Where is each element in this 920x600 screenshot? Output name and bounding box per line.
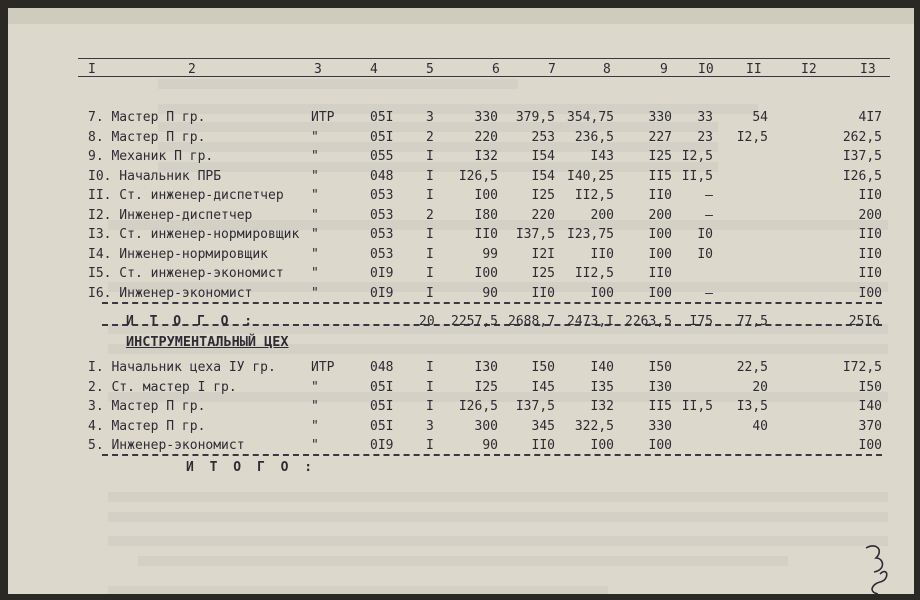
row-c6: I30: [474, 360, 498, 375]
row-c6: 99: [482, 246, 498, 262]
row-name: 8. Мастер П гр.: [88, 129, 206, 145]
row-c9: I00: [648, 227, 672, 242]
column-header-6: 6: [492, 62, 500, 77]
row-category: ": [311, 129, 319, 145]
row-c7: II0: [531, 438, 555, 453]
column-header-4: 4: [370, 62, 378, 77]
bleed-header-cell: 8: [612, 9, 620, 23]
row-col5: I: [426, 246, 434, 262]
row-c8: 236,5: [574, 129, 614, 145]
column-header-2: 2: [188, 62, 196, 77]
row-code: 05I: [370, 418, 394, 434]
row-c8: 354,75: [567, 110, 614, 125]
row-col5: I: [426, 227, 434, 242]
bleed-header-cell: 2: [188, 9, 196, 23]
row-col5: I: [426, 399, 434, 414]
total-label-2: И Т О Г О :: [186, 460, 317, 475]
row-c7: I54: [531, 149, 555, 164]
total-col5: 20: [419, 314, 435, 329]
column-header-8: 8: [603, 62, 611, 77]
row-c10: I0: [697, 246, 713, 262]
row-col5: 3: [426, 110, 434, 125]
row-c6: 90: [482, 438, 498, 453]
handwritten-page-number: [854, 536, 894, 594]
row-col5: I: [426, 266, 434, 281]
row-category: ИТР: [311, 360, 335, 375]
row-category: ": [311, 266, 319, 281]
row-c7: I50: [531, 360, 555, 375]
row-c8: II0: [590, 246, 614, 262]
row-c6: I80: [474, 207, 498, 223]
row-c11: 54: [752, 110, 768, 125]
row-name: I6. Инженер-экономист: [88, 285, 253, 301]
row-c6: II0: [474, 227, 498, 242]
row-name: I0. Начальник ПРБ: [88, 168, 222, 184]
row-c13: II0: [858, 246, 882, 262]
row-c7: 220: [531, 207, 555, 223]
row-col5: I: [426, 149, 434, 164]
row-category: ": [311, 379, 319, 395]
row-category: ": [311, 438, 319, 453]
column-header-12: I2: [801, 62, 817, 77]
column-header-3: 3: [314, 62, 322, 77]
column-header-7: 7: [548, 62, 556, 77]
row-c10: I2,5: [681, 149, 713, 164]
bleed-header-cell: I2: [800, 9, 815, 23]
row-c7: I2I: [531, 246, 555, 262]
row-c9: 227: [648, 129, 672, 145]
row-c6: I26,5: [458, 399, 498, 414]
row-col5: I: [426, 188, 434, 203]
total-c11: 77,5: [736, 314, 768, 329]
row-c8: I40: [590, 360, 614, 375]
row-c13: 200: [858, 207, 882, 223]
bleed-header-cell: 7: [548, 9, 556, 23]
row-c13: I72,5: [842, 360, 882, 375]
column-header-11: II: [746, 62, 762, 77]
row-code: 053: [370, 246, 394, 262]
row-c11: I3,5: [736, 399, 768, 414]
bleed-header-cell: 6: [488, 9, 496, 23]
row-category: ": [311, 285, 319, 301]
bleed-header-cell: I: [98, 9, 106, 23]
row-c13: I00: [858, 438, 882, 453]
column-header-13: I3: [860, 62, 876, 77]
bleed-header-cell: II: [746, 9, 761, 23]
row-c9: II5: [648, 168, 672, 184]
row-c8: I40,25: [567, 168, 614, 184]
row-name: 5. Инженер-экономист: [88, 438, 245, 453]
row-category: ИТР: [311, 110, 335, 125]
row-c13: I00: [858, 285, 882, 301]
row-c9: II0: [648, 266, 672, 281]
row-c13: 370: [858, 418, 882, 434]
total-c9: 2263,5: [625, 314, 672, 329]
total-label: И Т О Г О :: [126, 314, 257, 329]
row-name: 3. Мастер П гр.: [88, 399, 206, 414]
row-c9: I00: [648, 285, 672, 301]
row-c13: I37,5: [842, 149, 882, 164]
row-c10: II,5: [681, 168, 713, 184]
row-c11: 22,5: [736, 360, 768, 375]
section-title: ИНСТРУМЕНТАЛЬНЫЙ ЦЕХ: [126, 334, 289, 350]
bleed-header-cell: 9: [673, 9, 681, 23]
total-separator-1a: [102, 302, 882, 304]
row-c7: 253: [531, 129, 555, 145]
row-c7: I25: [531, 266, 555, 281]
row-c11: 20: [752, 379, 768, 395]
row-c7: 379,5: [515, 110, 555, 125]
row-c13: II0: [858, 266, 882, 281]
document-page: [8, 8, 914, 594]
row-name: I2. Инженер-диспетчер: [88, 207, 253, 223]
row-code: 048: [370, 168, 394, 184]
row-c9: 330: [648, 418, 672, 434]
row-category: ": [311, 188, 319, 203]
bleed-header-cell: 4: [363, 9, 371, 23]
row-c7: 345: [531, 418, 555, 434]
row-name: I5. Ст. инженер-экономист: [88, 266, 284, 281]
row-c6: 300: [474, 418, 498, 434]
row-col5: 2: [426, 129, 434, 145]
row-code: 0I9: [370, 266, 394, 281]
row-c7: I25: [531, 188, 555, 203]
row-c9: I00: [648, 438, 672, 453]
row-name: II. Ст. инженер-диспетчер: [88, 188, 284, 203]
row-c7: I37,5: [515, 399, 555, 414]
row-category: ": [311, 399, 319, 414]
row-c8: I23,75: [567, 227, 614, 242]
row-code: 048: [370, 360, 394, 375]
row-c8: 322,5: [574, 418, 614, 434]
row-c8: I43: [590, 149, 614, 164]
column-header-5: 5: [426, 62, 434, 77]
row-c8: 200: [590, 207, 614, 223]
row-col5: I: [426, 379, 434, 395]
row-c6: 90: [482, 285, 498, 301]
row-c6: I32: [474, 149, 498, 164]
row-category: ": [311, 207, 319, 223]
row-col5: I: [426, 285, 434, 301]
bleed-header-cell: I3: [880, 9, 895, 23]
row-code: 055: [370, 149, 394, 164]
row-c6: 330: [474, 110, 498, 125]
row-category: ": [311, 149, 319, 164]
row-c7: I37,5: [515, 227, 555, 242]
row-code: 05I: [370, 399, 394, 414]
row-c13: I40: [858, 399, 882, 414]
bleed-through-header: [8, 8, 914, 24]
bleed-header-cell: I0: [708, 9, 723, 23]
row-c8: I32: [590, 399, 614, 414]
row-c9: II0: [648, 188, 672, 203]
row-code: 053: [370, 207, 394, 223]
total-separator-2: [102, 454, 882, 456]
row-c8: I35: [590, 379, 614, 395]
column-header-1: I: [88, 62, 96, 77]
row-c9: I50: [648, 360, 672, 375]
row-name: 2. Ст. мастер I гр.: [88, 379, 237, 395]
row-c10: II,5: [681, 399, 713, 414]
row-category: ": [311, 246, 319, 262]
row-code: 0I9: [370, 285, 394, 301]
row-c10: I0: [697, 227, 713, 242]
row-c13: II0: [858, 227, 882, 242]
column-header-9: 9: [660, 62, 668, 77]
bleed-header-cell: 5: [423, 9, 431, 23]
row-c10: 23: [697, 129, 713, 145]
row-c10: 33: [697, 110, 713, 125]
row-c13: I50: [858, 379, 882, 395]
row-c7: I54: [531, 168, 555, 184]
row-col5: 2: [426, 207, 434, 223]
row-c13: 262,5: [842, 129, 882, 145]
row-name: I3. Ст. инженер-нормировщик: [88, 227, 300, 242]
row-c7: I45: [531, 379, 555, 395]
row-col5: 3: [426, 418, 434, 434]
header-rule-bottom: [78, 76, 890, 77]
row-c6: 220: [474, 129, 498, 145]
column-header-10: I0: [698, 62, 714, 77]
row-code: 05I: [370, 379, 394, 395]
row-c8: I00: [590, 438, 614, 453]
row-c9: I30: [648, 379, 672, 395]
row-name: 9. Механик П гр.: [88, 149, 214, 164]
row-c8: I00: [590, 285, 614, 301]
row-c6: I00: [474, 266, 498, 281]
header-rule-top: [78, 58, 890, 59]
row-c13: 4I7: [858, 110, 882, 125]
row-category: ": [311, 227, 319, 242]
row-c9: I00: [648, 246, 672, 262]
row-c9: II5: [648, 399, 672, 414]
total-c7: 2688,7: [508, 314, 555, 329]
row-c9: 330: [648, 110, 672, 125]
total-c6: 2257,5: [451, 314, 498, 329]
total-c8: 2473,I: [567, 314, 614, 329]
row-name: I. Начальник цеха IУ гр.: [88, 360, 276, 375]
total-c13: 25I6: [848, 314, 880, 329]
row-name: 4. Мастер П гр.: [88, 418, 206, 434]
row-category: ": [311, 168, 319, 184]
row-c13: I26,5: [842, 168, 882, 184]
row-code: 0I9: [370, 438, 394, 453]
row-code: 053: [370, 188, 394, 203]
row-c11: I2,5: [736, 129, 768, 145]
row-category: ": [311, 418, 319, 434]
row-code: 053: [370, 227, 394, 242]
row-c11: 40: [752, 418, 768, 434]
row-col5: I: [426, 360, 434, 375]
row-c8: II2,5: [574, 266, 614, 281]
bleed-header-cell: 3: [306, 9, 314, 23]
row-c6: I25: [474, 379, 498, 395]
row-c10: –: [705, 188, 713, 203]
row-col5: I: [426, 168, 434, 184]
row-code: 05I: [370, 129, 394, 145]
row-c8: II2,5: [574, 188, 614, 203]
row-c9: 200: [648, 207, 672, 223]
row-name: I4. Инженер-нормировщик: [88, 246, 269, 262]
row-c6: I26,5: [458, 168, 498, 184]
row-c9: I25: [648, 149, 672, 164]
row-code: 05I: [370, 110, 394, 125]
row-c10: –: [705, 285, 713, 301]
row-c6: I00: [474, 188, 498, 203]
row-name: 7. Мастер П гр.: [88, 110, 206, 125]
row-col5: I: [426, 438, 434, 453]
total-c10: I75: [689, 314, 713, 329]
row-c13: II0: [858, 188, 882, 203]
row-c7: II0: [531, 285, 555, 301]
row-c10: –: [705, 207, 713, 223]
